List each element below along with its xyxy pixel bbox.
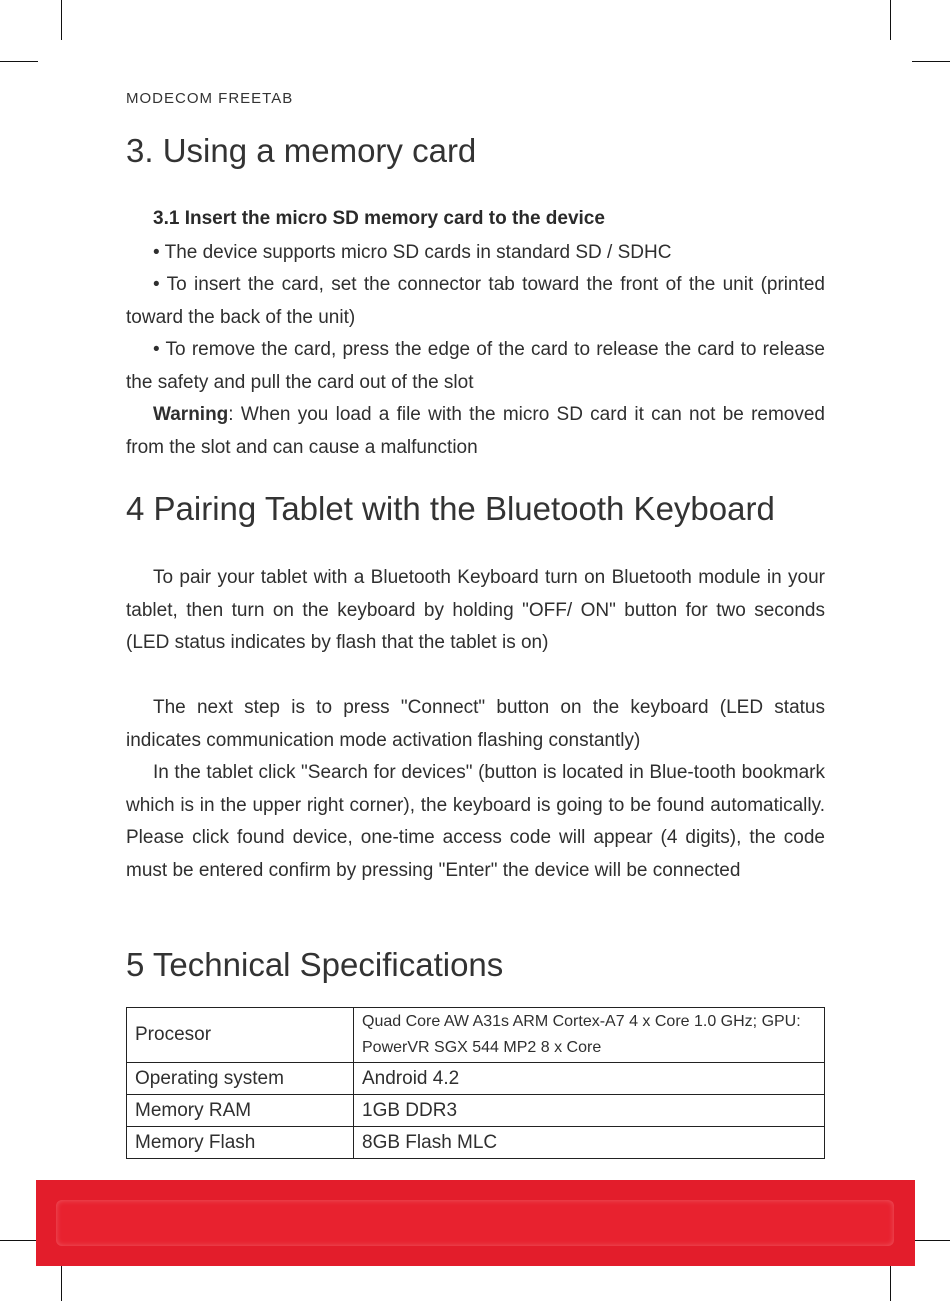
section-4-title: 4 Pairing Tablet with the Bluetooth Keyboard	[126, 490, 775, 527]
running-header: MODECOM FREETAB	[126, 90, 294, 107]
section-3-1-subheading: 3.1 Insert the micro SD memory card to the device	[153, 208, 605, 229]
spec-label: Procesor	[127, 1008, 354, 1063]
spec-value: Quad Core AW A31s ARM Cortex-A7 4 x Core 1.0 GHz; GPU: PowerVR SGX 544 MP2 8 x Core	[354, 1008, 825, 1063]
section-5-title: 5 Technical Specifications	[126, 946, 504, 983]
crop-mark-top-left-h	[0, 61, 38, 62]
pairing-paragraph-1: To pair your tablet with a Bluetooth Keyboard turn on Bluetooth module in your tablet, then turn on the keyboard by holding "OFF/ ON" button for two seconds (LED status indicates by flash that the tablet is on)	[126, 567, 825, 653]
crop-mark-top-right	[890, 0, 891, 40]
spec-row-processor	[127, 1008, 825, 1063]
warning-paragraph	[126, 399, 825, 464]
spec-value: Android 4.2	[354, 1063, 825, 1095]
warning-text: : When you load a file with the micro SD card it can not be removed from the slot and can cause a malfunction	[126, 404, 825, 458]
spec-table	[126, 1007, 825, 1159]
pairing-paragraph-3: In the tablet click "Search for devices" (button is located in Blue-tooth bookmark which is in the upper right corner), the keyboard is going to be found automatically. Please click found device, one-time access code will appear (4 digits), the code must be entered confirm by pressing "Enter" the device will be connected	[126, 762, 825, 881]
pairing-paragraph-2: The next step is to press "Connect" button on the keyboard (LED status indicates communication mode activation flashing constantly)	[126, 697, 825, 751]
footer-inner-panel	[56, 1200, 894, 1246]
crop-mark-bottom-right-h	[912, 1240, 950, 1241]
spec-value: 8GB Flash MLC	[354, 1127, 825, 1159]
spec-row-ram	[127, 1095, 825, 1127]
bullet-insert-card: • To insert the card, set the connector tab toward the front of the unit (printed toward the back of the unit)	[126, 274, 825, 328]
warning-label: Warning	[153, 404, 229, 425]
spec-row-os	[127, 1063, 825, 1095]
crop-mark-top-left	[61, 0, 62, 40]
bullet-remove-card: • To remove the card, press the edge of the card to release the card to release the safety and pull the card out of the slot	[126, 339, 825, 393]
footer-bar	[36, 1180, 915, 1266]
bullet-sd-support: • The device supports micro SD cards in standard SD / SDHC	[153, 242, 672, 263]
crop-mark-top-right-h	[912, 61, 950, 62]
spec-value: 1GB DDR3	[354, 1095, 825, 1127]
crop-mark-bottom-left-h	[0, 1240, 38, 1241]
spec-row-flash	[127, 1127, 825, 1159]
spec-label: Operating system	[127, 1063, 354, 1095]
spec-label: Memory RAM	[127, 1095, 354, 1127]
crop-mark-bottom-left	[61, 1260, 62, 1301]
crop-mark-bottom-right	[890, 1260, 891, 1301]
section-3-title: 3. Using a memory card	[126, 132, 477, 169]
spec-label: Memory Flash	[127, 1127, 354, 1159]
